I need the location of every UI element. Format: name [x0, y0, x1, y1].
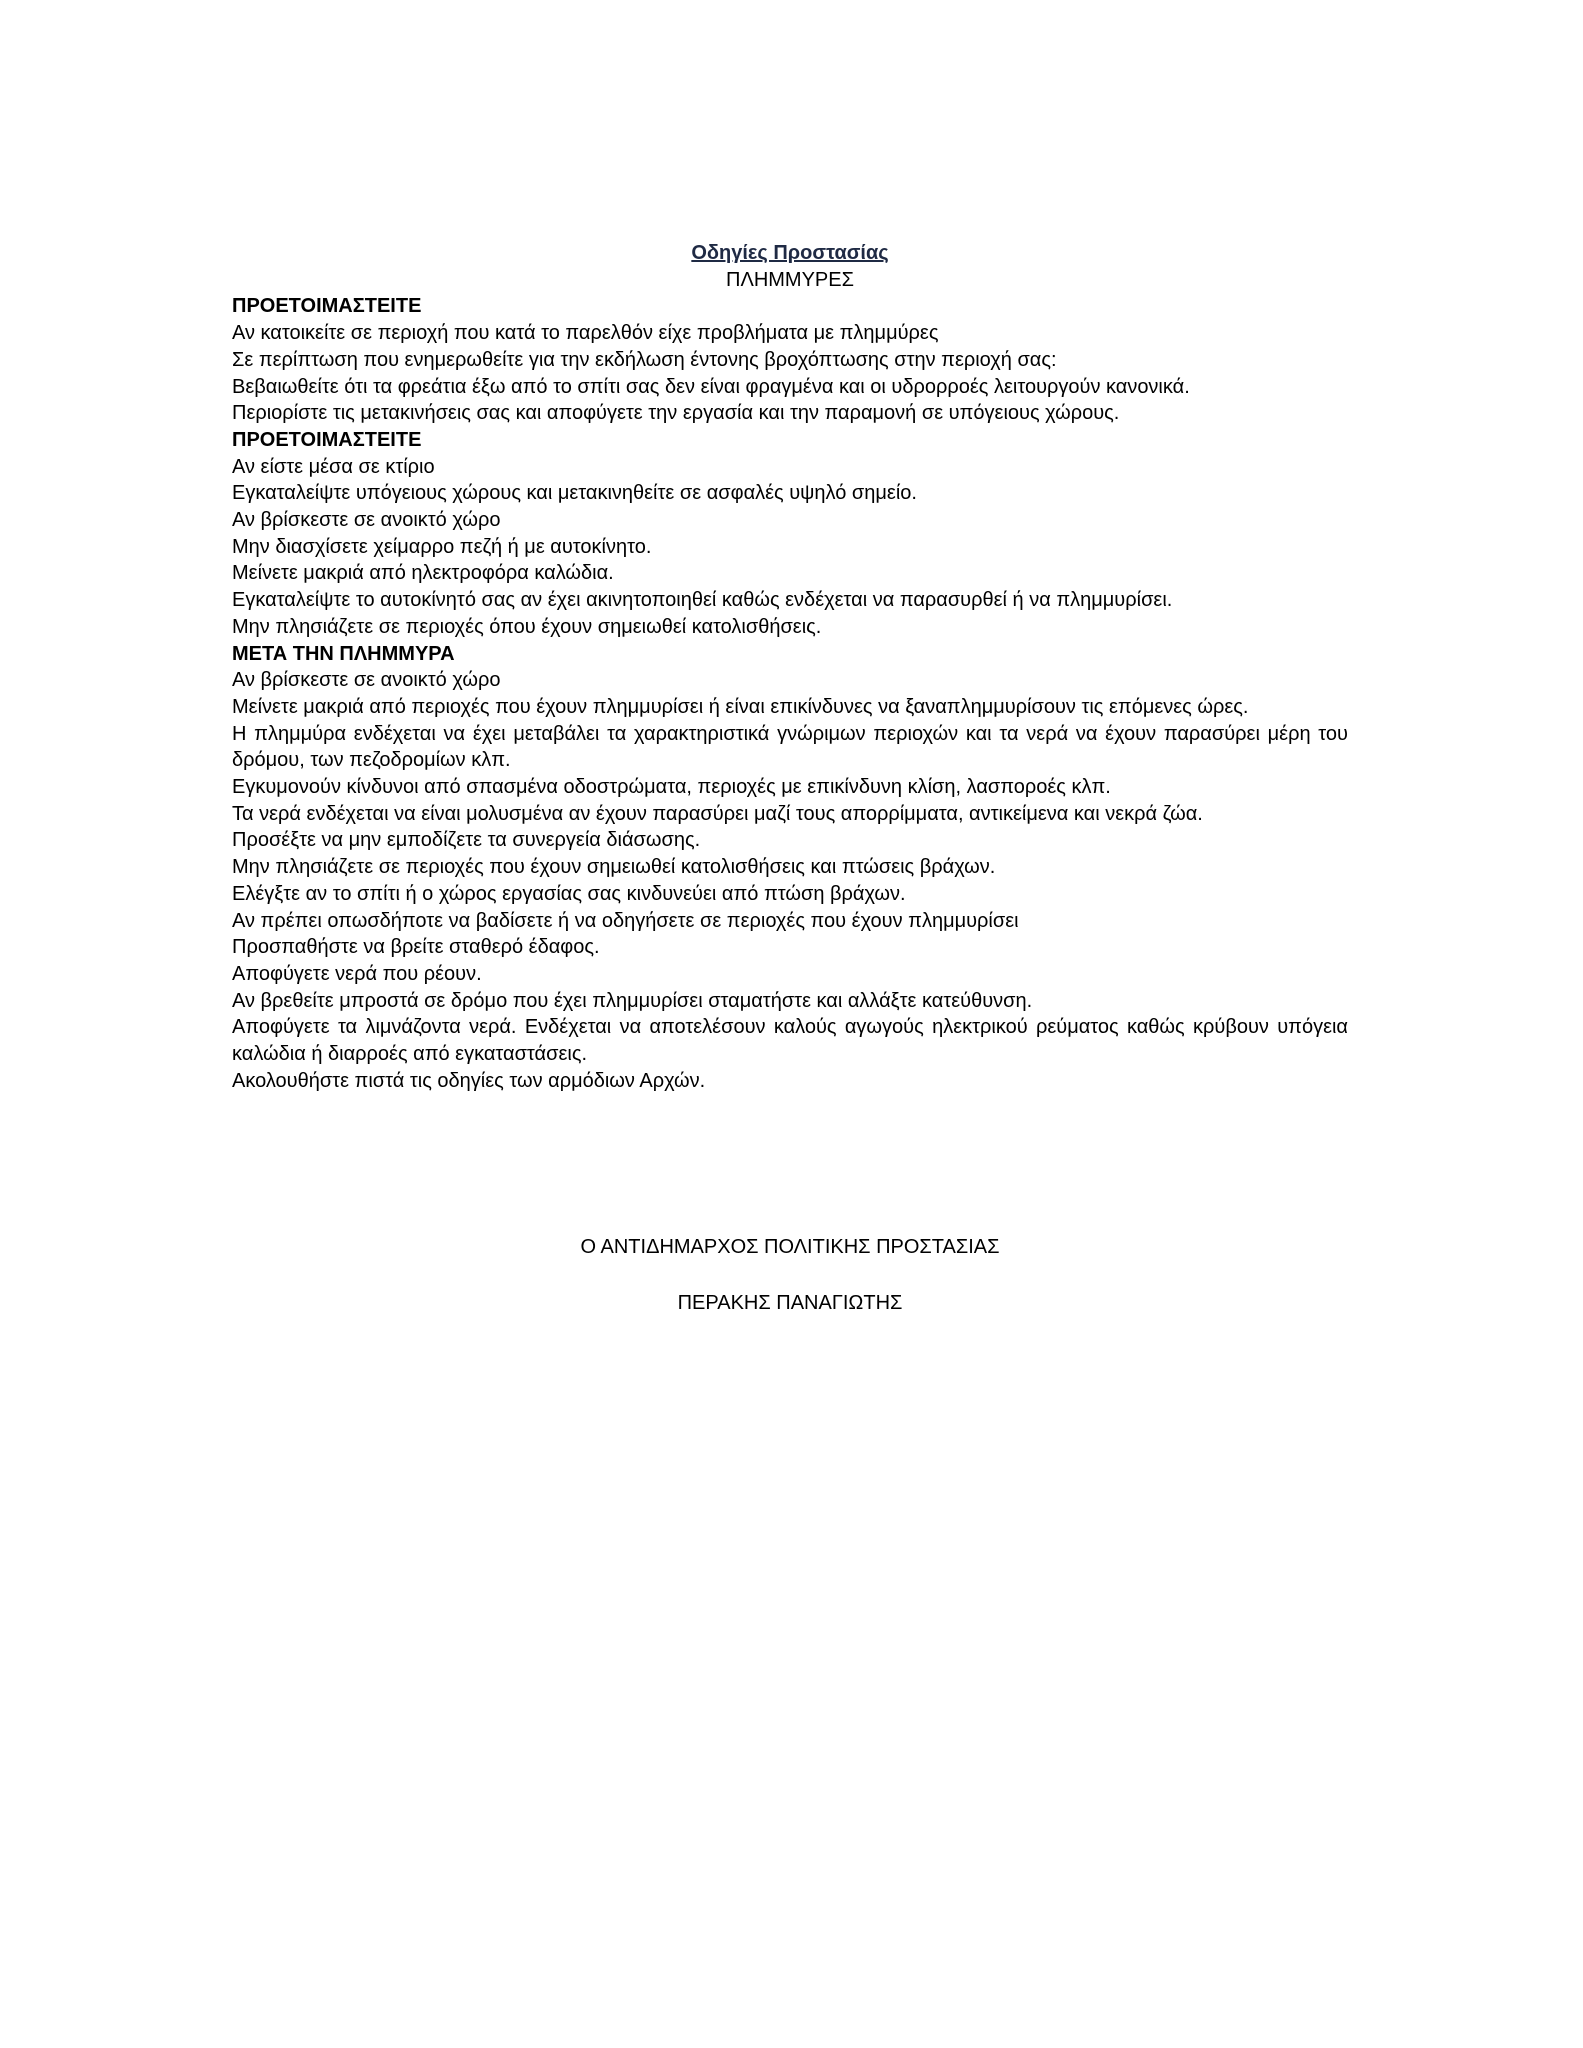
signature-role: Ο ΑΝΤΙΔΗΜΑΡΧΟΣ ΠΟΛΙΤΙΚΗΣ ΠΡΟΣΤΑΣΙΑΣ — [580, 1236, 1000, 1258]
instruction-line: Εγκυμονούν κίνδυνοι από σπασμένα οδοστρώματα, περιοχές με επικίνδυνη κλίση, λασποροές κλπ. — [232, 776, 1111, 799]
instruction-line: Περιορίστε τις μετακινήσεις σας και αποφύγετε την εργασία και την παραμονή σε υπόγειους χώρους. — [232, 402, 1120, 425]
instruction-line: Μην πλησιάζετε σε περιοχές που έχουν σημειωθεί κατολισθήσεις και πτώσεις βράχων. — [232, 856, 996, 879]
document-body — [232, 240, 1348, 1095]
instruction-line: Ακολουθήστε πιστά τις οδηγίες των αρμόδιων Αρχών. — [232, 1069, 706, 1092]
instruction-line: Μείνετε μακριά από ηλεκτροφόρα καλώδια. — [232, 562, 614, 585]
instruction-line: Αν είστε μέσα σε κτίριο — [232, 455, 435, 478]
document-title: Οδηγίες Προστασίας — [691, 242, 889, 264]
instruction-line: Τα νερά ενδέχεται να είναι μολυσμένα αν έχουν παρασύρει μαζί τους απορρίμματα, αντικείμενα και νεκρά ζώα. — [232, 802, 1203, 825]
instruction-line: Αποφύγετε τα λιμνάζοντα νερά. Ενδέχεται να αποτελέσουν καλούς αγωγούς ηλεκτρικού ρεύματος καθώς κρύβουν υπόγεια καλώδια ή διαρροές από εγκαταστάσεις. — [232, 1016, 1348, 1066]
instruction-line: Αν κατοικείτε σε περιοχή που κατά το παρελθόν είχε προβλήματα με πλημμύρες — [232, 322, 939, 345]
instruction-line: Αν βρίσκεστε σε ανοικτό χώρο — [232, 669, 501, 692]
instruction-line: Αν βρίσκεστε σε ανοικτό χώρο — [232, 509, 501, 532]
signature-name: ΠΕΡΑΚΗΣ ΠΑΝΑΓΙΩΤΗΣ — [677, 1292, 903, 1314]
instruction-line: Μείνετε μακριά από περιοχές που έχουν πλημμυρίσει ή είναι επικίνδυνες να ξαναπλημμυρίσουν τις επόμενες ώρες. — [232, 695, 1249, 718]
instruction-line: Αν βρεθείτε μπροστά σε δρόμο που έχει πλημμυρίσει σταματήστε και αλλάξτε κατεύθυνση. — [232, 989, 1033, 1012]
section-heading: ΜΕΤΑ ΤΗΝ ΠΛΗΜΜΥΡΑ — [232, 642, 455, 665]
instruction-line: Μην διασχίσετε χείμαρρο πεζή ή με αυτοκίνητο. — [232, 535, 652, 558]
instruction-line: Η πλημμύρα ενδέχεται να έχει μεταβάλει τα χαρακτηριστικά γνώριμων περιοχών και τα νερά να έχουν παρασύρει μέρη του δρόμου, των πεζοδρομίων κλπ. — [232, 722, 1348, 772]
instruction-line: Εγκαταλείψτε υπόγειους χώρους και μετακινηθείτε σε ασφαλές υψηλό σημείο. — [232, 482, 917, 505]
instruction-line: Μην πλησιάζετε σε περιοχές όπου έχουν σημειωθεί κατολισθήσεις. — [232, 615, 822, 638]
section-heading: ΠΡΟΕΤΟΙΜΑΣΤΕΙΤΕ — [232, 428, 422, 451]
instruction-line: Εγκαταλείψτε το αυτοκίνητό σας αν έχει ακινητοποιηθεί καθώς ενδέχεται να παρασυρθεί ή να πλημμυρίσει. — [232, 589, 1173, 612]
instruction-line: Αν πρέπει οπωσδήποτε να βαδίσετε ή να οδηγήσετε σε περιοχές που έχουν πλημμυρίσει — [232, 909, 1019, 932]
instruction-line: Σε περίπτωση που ενημερωθείτε για την εκδήλωση έντονης βροχόπτωσης στην περιοχή σας: — [232, 348, 1057, 371]
instruction-line: Ελέγξτε αν το σπίτι ή ο χώρος εργασίας σας κινδυνεύει από πτώση βράχων. — [232, 882, 906, 905]
instruction-line: Αποφύγετε νερά που ρέουν. — [232, 962, 482, 985]
instruction-line: Προσπαθήστε να βρείτε σταθερό έδαφος. — [232, 936, 600, 959]
section-heading: ΠΡΟΕΤΟΙΜΑΣΤΕΙΤΕ — [232, 295, 422, 318]
instructions-list — [232, 293, 1348, 1094]
instruction-line: Προσέξτε να μην εμποδίζετε τα συνεργεία διάσωσης. — [232, 829, 701, 852]
instruction-line: Βεβαιωθείτε ότι τα φρεάτια έξω από το σπίτι σας δεν είναι φραγμένα και οι υδρορροές λειτουργούν κανονικά. — [232, 375, 1190, 398]
document-subtitle: ΠΛΗΜΜΥΡΕΣ — [726, 268, 854, 291]
